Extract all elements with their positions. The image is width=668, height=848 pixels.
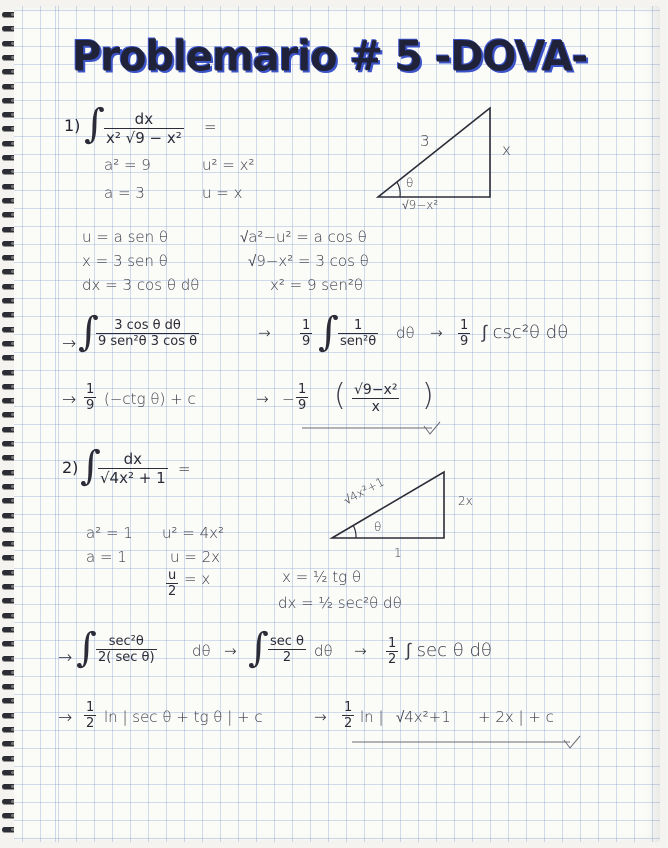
integral-sign: ∫ [248,625,269,671]
triangle-1-adj: √9−x² [402,198,439,212]
sub-u: u = x [202,184,243,202]
result-2-left: ln | sec θ + tg θ | + c [104,708,263,726]
numerator: sec θ [270,634,305,649]
triangle-1-hyp: 3 [420,132,430,150]
integral-sign: ∫ [318,309,339,355]
triangle-2-opp: 2x [458,494,473,508]
denominator: √4x² + 1 [100,469,166,487]
numerator: 3 cos θ dθ [114,318,181,333]
dtheta: dθ [192,642,211,660]
constant-fraction [458,318,470,349]
step-1-fraction [96,318,199,349]
numerator: u [168,568,177,583]
sub-u: u = 2x [170,548,221,566]
arrow-icon: → [258,324,271,342]
denominator: 2 [388,652,397,667]
sub-u2: u² = x² [202,156,255,174]
numerator: 1 [298,382,307,397]
rel-sqrt-9: √9−x² = 3 cos θ [248,252,369,270]
problem-1-number: 1) [64,116,81,135]
minus-sign: − [282,390,295,408]
left-paren: ( [334,378,346,413]
problem-2-integrand [98,450,168,487]
sub-a: a = 3 [104,184,145,202]
triangle-1-opp: x [502,141,511,159]
constant-fraction [84,700,96,731]
numerator: 1 [86,382,95,397]
triangle-2-hyp: √4x²+1 [341,474,387,508]
sub-u2: u² = 4x² [162,524,225,542]
triangle-1 [370,102,510,222]
constant-fraction [342,700,354,731]
numerator: 1 [460,318,469,333]
result-2-ln: ln | [360,708,384,726]
csc-integral: ∫ csc²θ dθ [482,322,569,343]
equals-x: = x [184,570,211,588]
denominator: 2 [168,584,177,599]
problem-1-integrand [104,110,184,147]
rel-x: x = ½ tg θ [282,568,362,586]
numerator: 1 [353,318,363,333]
rel-dx: dx = 3 cos θ dθ [82,276,200,294]
denominator: x [352,398,399,415]
equals-sign: = [204,118,217,136]
denominator: 9 [86,398,95,413]
triangle-1-angle: θ [406,176,414,190]
step-2-mid-fraction [268,634,306,665]
arrow-icon: → [58,648,73,668]
rel-x: x = 3 sen θ [82,252,168,270]
denominator: 9 [460,334,469,349]
constant-fraction [386,636,398,667]
rel-u: u = a sen θ [82,228,169,246]
problem-2-number: 2) [62,458,79,477]
rel-x2: x² = 9 sen²θ [270,276,364,294]
numerator: 1 [86,700,95,715]
result-1-left: (−ctg θ) + c [104,390,196,408]
equals-sign: = [178,460,191,478]
page-title: Problemario # 5 -DOVA- [72,32,588,82]
integral-sign: ∫ [80,443,101,489]
underline-check [350,738,590,754]
dtheta: dθ [396,324,415,342]
arrow-icon: → [430,324,443,342]
arrow-icon: → [58,708,73,728]
arrow-icon: → [62,334,77,354]
numerator: 1 [302,318,311,333]
numerator: dx [134,110,154,128]
denominator: 9 sen²θ 3 cos θ [98,334,198,349]
constant-fraction [296,382,308,413]
arrow-icon: → [224,642,237,660]
denominator: x² √9 − x² [106,129,182,147]
denominator: 2 [344,716,353,731]
triangle-2-angle: θ [374,520,382,534]
sec-integral: ∫ sec θ dθ [406,640,492,661]
step-2-fraction [96,634,157,665]
sub-a2: a² = 9 [104,156,151,174]
rel-sqrt-a: √a²−u² = a cos θ [240,228,367,246]
numerator: √9−x² [354,382,398,398]
integral-sign: ∫ [76,625,97,671]
denominator: 9 [298,398,307,413]
triangle-2-adj: 1 [394,546,402,560]
triangle-2 [326,466,456,546]
result-2-tail: + 2x | + c [478,708,554,726]
denominator: 2 [268,649,306,665]
underline-check [300,424,450,440]
denominator: 2 [86,716,95,731]
numerator: dx [123,450,143,468]
u-over-2 [166,568,178,599]
numerator: 1 [344,700,353,715]
sub-a: a = 1 [86,548,127,566]
arrow-icon: → [314,708,327,726]
constant-fraction [84,382,96,413]
integral-sign: ∫ [78,309,99,355]
integral-sign: ∫ [84,101,105,147]
rel-dx: dx = ½ sec²θ dθ [278,594,402,612]
step-1-inner-fraction [338,318,378,349]
margin-line [55,6,56,842]
numerator: sec²θ [108,634,144,649]
constant-fraction [300,318,312,349]
denominator: sen²θ [340,334,377,349]
result-2-sqrt: √4x²+1 [396,708,451,726]
sub-a2: a² = 1 [86,524,133,542]
arrow-icon: → [256,390,269,408]
denominator: 2( sec θ) [98,650,155,665]
denominator: 9 [302,334,311,349]
result-1-fraction [352,382,399,415]
arrow-icon: → [354,642,367,660]
dtheta: dθ [314,642,333,660]
numerator: 1 [388,636,397,651]
arrow-icon: → [62,390,77,410]
right-paren: ) [422,378,434,413]
